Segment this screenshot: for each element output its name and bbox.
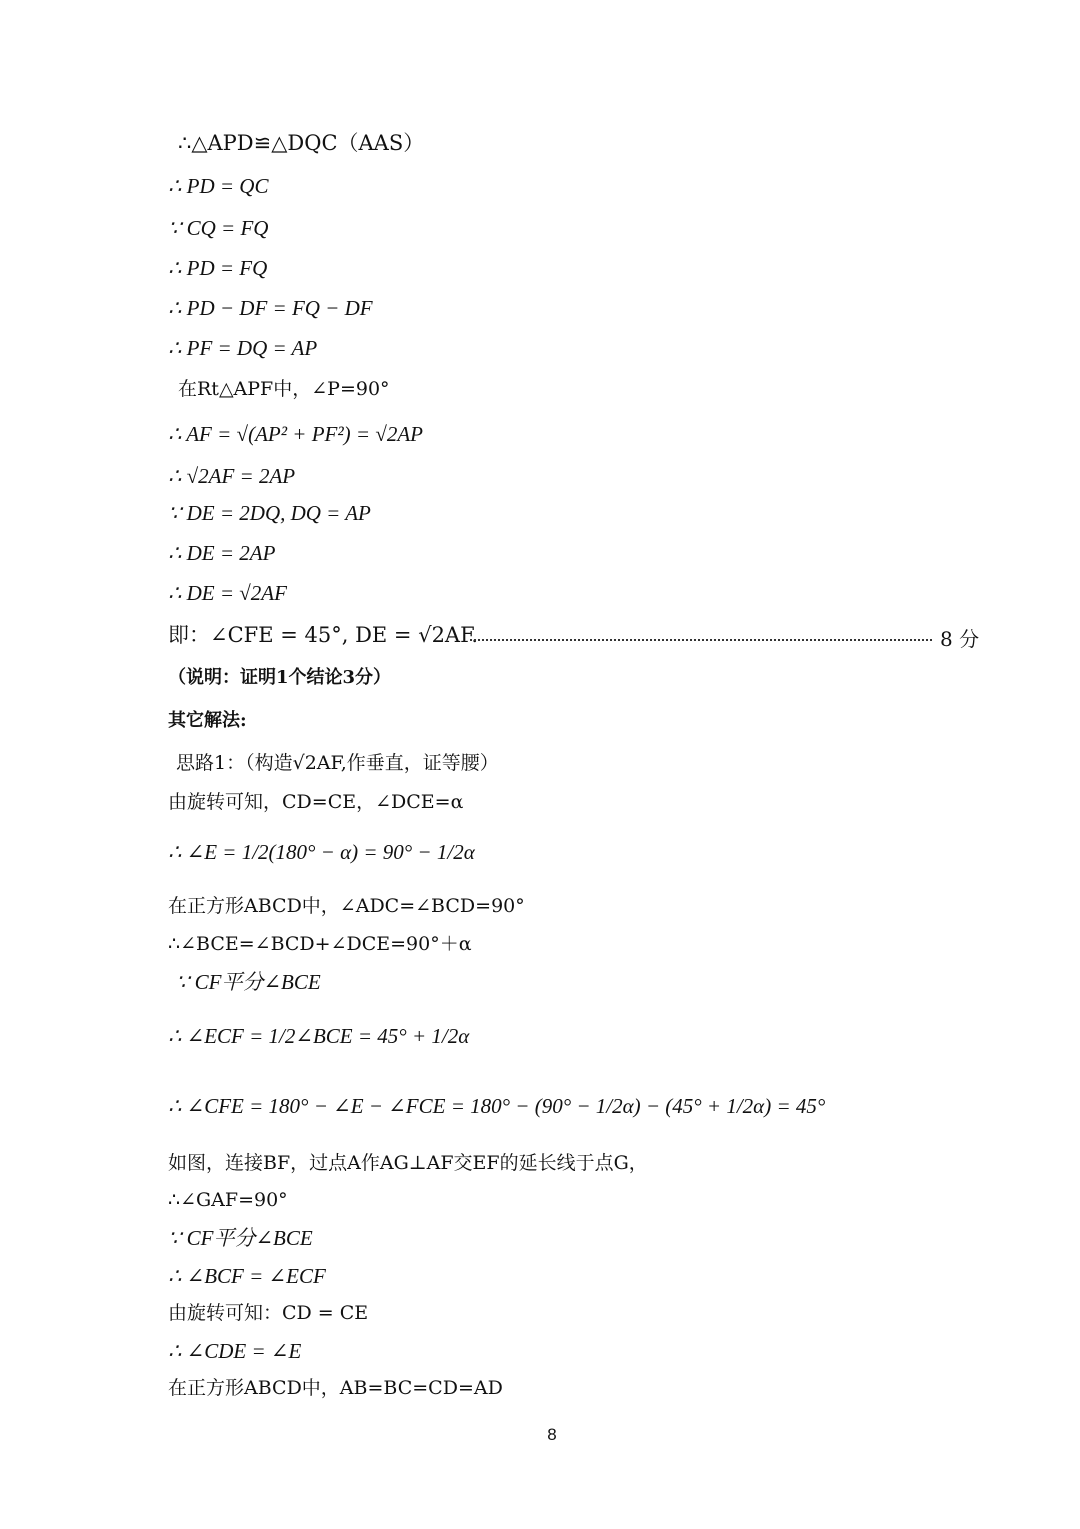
alt-bisector: ∵ CF平分∠BCE [176,970,321,994]
alt-angle-cfe: ∴ ∠CFE = 180° − ∠E − ∠FCE = 180° − (90° − 1/2α) − (45° + 1/2α) = 45° [168,1094,826,1118]
alt-square-sides: 在正方形ABCD中，AB=BC=CD=AD [168,1377,503,1399]
alt-rotation: 由旋转可知，CD=CE，∠DCE=α [168,791,464,813]
alt-bcf-ecf: ∴ ∠BCF = ∠ECF [168,1264,326,1288]
step-conclusion: 即：∠CFE = 45°, DE = √2AF. [168,623,479,647]
scoring-note: （说明：证明1个结论3分） [168,667,392,688]
step-de-root2-af: ∴ DE = √2AF [168,581,287,605]
alt-idea-1: 思路1：（构造√2AF,作垂直，证等腰） [176,752,499,774]
step-congruence: ∴△APD≌△DQC（AAS） [178,131,425,155]
alt-cde-e: ∴ ∠CDE = ∠E [168,1339,302,1363]
alt-bisector-2: ∵ CF平分∠BCE [168,1226,313,1250]
alt-angle-gaf: ∴∠GAF=90° [168,1189,288,1211]
alt-square-angles: 在正方形ABCD中，∠ADC=∠BCD=90° [168,895,525,917]
step-subtract-df: ∴ PD − DF = FQ − DF [168,296,373,320]
step-af-pythagoras: ∴ AF = √(AP² + PF²) = √2AP [168,422,423,446]
step-pf-dq-ap: ∴ PF = DQ = AP [168,336,318,360]
page-number: 8 [547,1425,557,1444]
alt-angle-bce: ∴∠BCE=∠BCD+∠DCE=90°＋α [168,933,472,955]
step-root2-af: ∴ √2AF = 2AP [168,464,296,488]
step-pd-qc: ∴ PD = QC [168,174,269,198]
step-right-triangle: 在Rt△APF中，∠P=90° [178,378,390,400]
step-de-2ap: ∴ DE = 2AP [168,541,276,565]
score-leader-dots [470,621,932,641]
step-cq-fq: ∵ CQ = FQ [168,216,269,240]
alt-construction: 如图，连接BF，过点A作AG⊥AF交EF的延长线于点G， [168,1152,648,1174]
alt-cd-ce: 由旋转可知：CD = CE [168,1302,369,1324]
alt-angle-e: ∴ ∠E = 1/2(180° − α) = 90° − 1/2α [168,840,475,864]
score-label: 8 分 [940,627,980,651]
step-de-2dq: ∵ DE = 2DQ, DQ = AP [168,501,371,525]
alt-angle-ecf: ∴ ∠ECF = 1/2∠BCE = 45° + 1/2α [168,1024,470,1048]
other-methods-heading: 其它解法: [168,710,247,731]
step-pd-fq: ∴ PD = FQ [168,256,268,280]
